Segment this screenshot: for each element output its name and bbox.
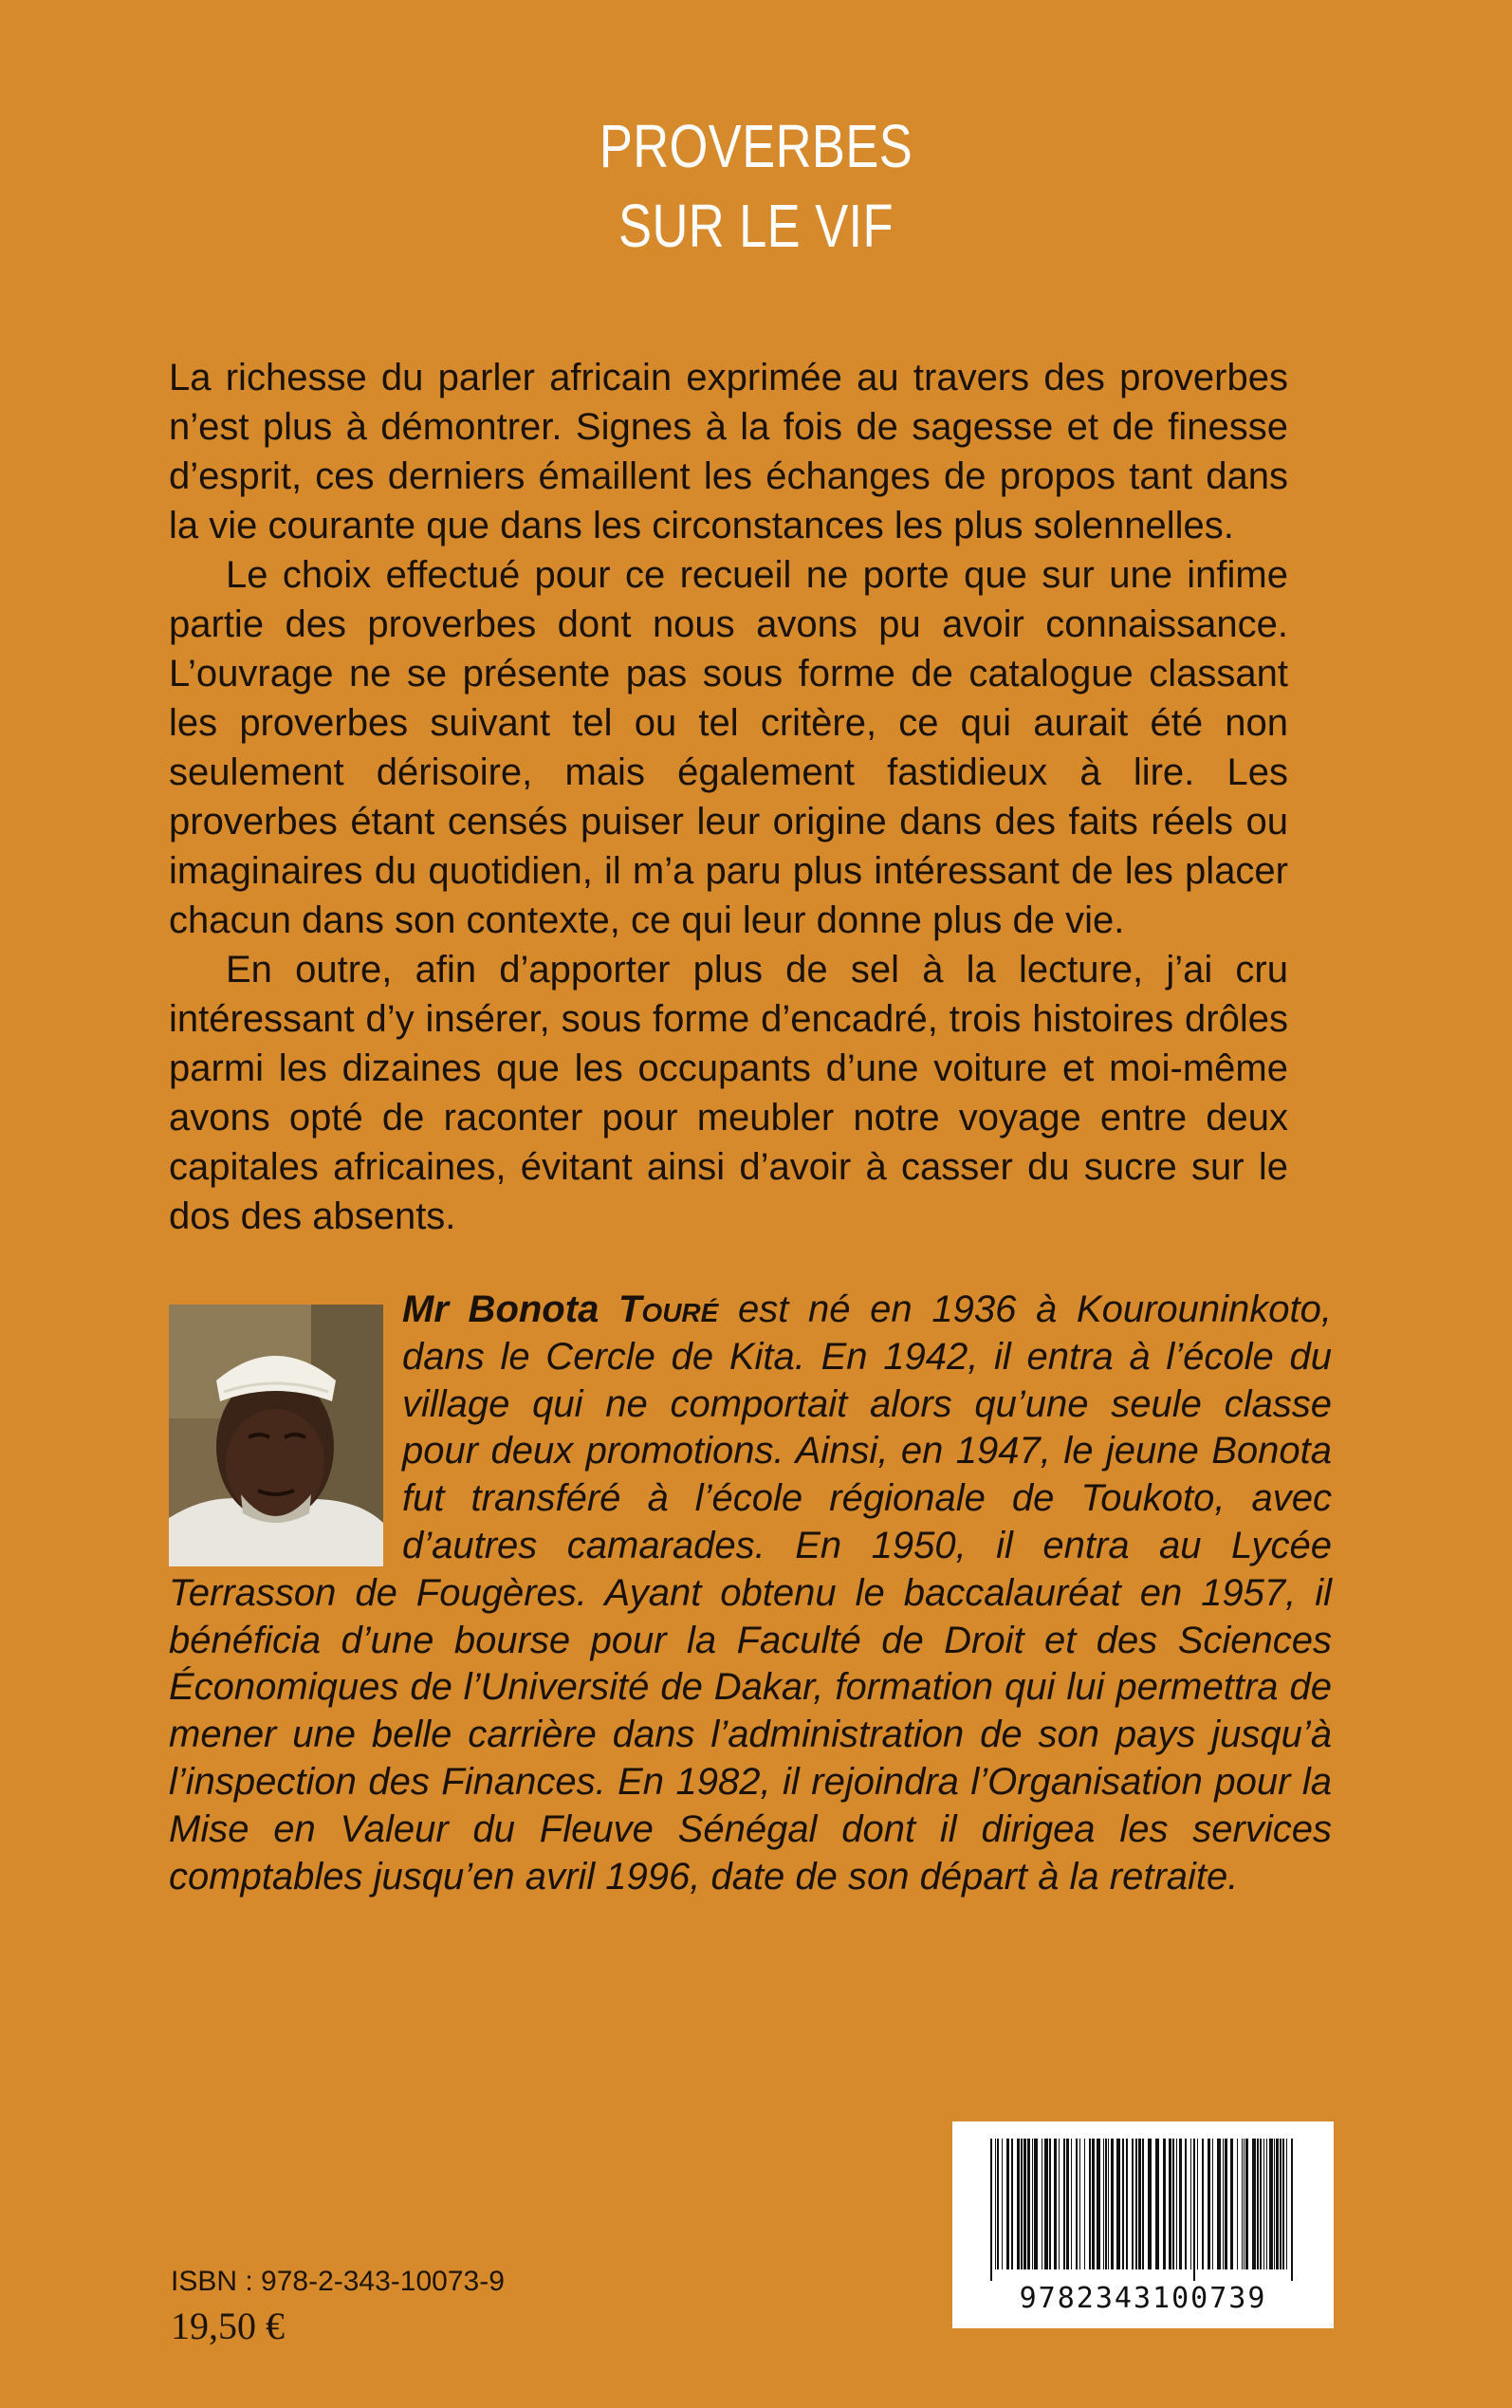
barcode-bar: [1138, 2139, 1141, 2269]
barcode-bar: [1079, 2139, 1080, 2269]
barcode-bar: [1212, 2139, 1213, 2269]
barcode-bar: [1276, 2139, 1279, 2269]
barcode-bar: [1054, 2139, 1057, 2269]
barcode-bar: [1049, 2139, 1051, 2269]
barcode-bar: [1208, 2139, 1210, 2269]
barcode-bar: [1111, 2139, 1114, 2269]
barcode-bar: [1179, 2139, 1182, 2269]
barcode-bar: [1257, 2139, 1259, 2269]
barcode-bar: [1223, 2139, 1224, 2269]
barcode-bar: [1185, 2139, 1187, 2269]
barcode-bar: [1142, 2139, 1144, 2269]
barcode-bar: [1202, 2139, 1204, 2269]
barcode-bar: [1011, 2139, 1013, 2269]
barcode-bar: [1063, 2139, 1065, 2269]
barcode-bar: [1027, 2139, 1030, 2269]
barcode-bar: [997, 2139, 999, 2269]
barcode-bar: [1002, 2139, 1003, 2269]
barcode-bar: [1245, 2139, 1248, 2269]
summary-paragraph: Le choix effectué pour ce recueil ne porte que sur une infime partie des proverbes dont nous avons pu avoir connaissance. L’ouvrage ne se présente pas sous forme de catalogue classant les proverbes suivant tel ou tel critère, ce qui aurait été non seulement dérisoire, mais également fastidieux à lire. Les proverbes étant censés puiser leur origine dans des faits réels ou imaginaires du quotidien, il m’a paru plus intéressant de les placer chacun dans son contexte, ce qui leur donne plus de vie.: [169, 554, 1288, 941]
barcode-bar: [1217, 2139, 1221, 2269]
barcode-bar: [1116, 2139, 1120, 2269]
author-name: Mr Bonota Touré: [402, 1288, 719, 1330]
barcode-bar: [1172, 2139, 1174, 2269]
barcode-bar: [1237, 2139, 1238, 2269]
barcode-bar: [1023, 2139, 1026, 2269]
barcode-bar: [1122, 2139, 1124, 2269]
barcode-bar: [1155, 2139, 1159, 2269]
barcode-bar: [995, 2139, 996, 2269]
barcode-bar: [990, 2139, 992, 2281]
barcode-bar: [1084, 2139, 1085, 2269]
barcode-bar: [1066, 2139, 1069, 2269]
summary-paragraph: La richesse du parler africain exprimée au travers des proverbes n’est plus à démontrer. Signes à la fois de sagesse et de finesse d’esprit, ces derniers émaillent les échanges de propos tant dans la vie courante que dans les circonstances les plus solennelles.: [169, 357, 1288, 546]
barcode: [952, 2121, 1334, 2328]
barcode-bar: [1225, 2139, 1227, 2269]
barcode-bar: [1260, 2139, 1262, 2269]
title-line-2: SUR LE VIF: [618, 192, 894, 260]
barcode-bar: [1103, 2139, 1104, 2269]
barcode-bar: [1032, 2139, 1033, 2269]
barcode-bar: [1132, 2139, 1134, 2269]
barcode-bar: [1274, 2139, 1275, 2269]
barcode-bar: [1044, 2139, 1048, 2269]
barcode-bar: [1076, 2139, 1078, 2269]
barcode-number: 9782343100739: [1019, 2282, 1267, 2315]
barcode-bar: [1092, 2139, 1095, 2269]
price: 19,50 €: [171, 2305, 285, 2347]
author-bio-text: est né en 1936 à Kourouninkoto, dans le Cercle de Kita. En 1942, il entra à l’école du village qui ne comportait alors qu’une seule classe pour deux promotions. Ainsi, en 1947, le jeune Bonota fut transféré à l’école régionale de Toukoto, avec d’autres camarades. En 1950, il entra au Lycée Terrasson de Fougères. Ayant obtenu le baccalauréat en 1957, il bénéficia d’une bourse pour la Faculté de Droit et des Sciences Économiques de l’Université de Dakar, formation qui lui permettra de mener une belle carrière dans l’administration de son pays jusqu’à l’inspection des Finances. En 1982, il rejoindra l’Organisation pour la Mise en Valeur du Fleuve Sénégal dont il dirigea les services comptables jusqu’en avril 1996, date de son départ à la retraite.: [169, 1288, 1332, 1898]
barcode-bar: [1017, 2139, 1020, 2269]
title-line-1: PROVERBES: [599, 112, 913, 180]
barcode-bar: [1021, 2139, 1023, 2269]
barcode-bar: [1163, 2139, 1166, 2269]
barcode-bar: [1105, 2139, 1107, 2269]
barcode-bar: [1135, 2139, 1137, 2269]
isbn: ISBN : 978-2-343-10073-9: [171, 2266, 505, 2297]
barcode-bar: [1263, 2139, 1264, 2269]
barcode-bar: [1244, 2139, 1245, 2269]
barcode-bar: [1071, 2139, 1072, 2269]
barcode-bar: [1266, 2139, 1267, 2269]
barcode-bar: [1059, 2139, 1060, 2269]
barcode-bar: [1097, 2139, 1100, 2269]
barcode-bar: [1269, 2139, 1273, 2269]
barcode-bar: [1286, 2139, 1287, 2269]
barcode-bar: [1089, 2139, 1091, 2269]
barcode-bar: [1282, 2139, 1284, 2269]
barcode-bar: [1242, 2139, 1243, 2269]
barcode-bar: [1108, 2139, 1109, 2269]
barcode-bar: [1006, 2139, 1009, 2269]
barcode-bar: [1280, 2139, 1282, 2269]
barcode-bar: [1197, 2139, 1198, 2269]
barcode-bar: [1252, 2139, 1256, 2269]
barcode-bar: [1034, 2139, 1038, 2269]
author-bio: [169, 1287, 1332, 1900]
summary-paragraph: En outre, afin d’apporter plus de sel à la lecture, j’ai cru intéressant d’y insérer, sous forme d’encadré, trois histoires drôles parmi les dizaines que les occupants d’une voiture et moi-même avons opté de raconter pour meubler notre voyage entre deux capitales africaines, évitant ainsi d’avoir à casser du sucre sur le dos des absents.: [169, 949, 1288, 1237]
barcode-bar: [1193, 2139, 1195, 2281]
barcode-bar: [1230, 2139, 1233, 2269]
barcode-bar: [1126, 2139, 1128, 2269]
book-summary: [169, 353, 1288, 1241]
barcode-bar: [1148, 2139, 1152, 2269]
barcode-bar: [1169, 2139, 1171, 2269]
barcode-bar: [1176, 2139, 1177, 2269]
book-title: [136, 106, 1375, 266]
barcode-bar: [1190, 2139, 1191, 2269]
barcode-bar: [1291, 2139, 1293, 2281]
